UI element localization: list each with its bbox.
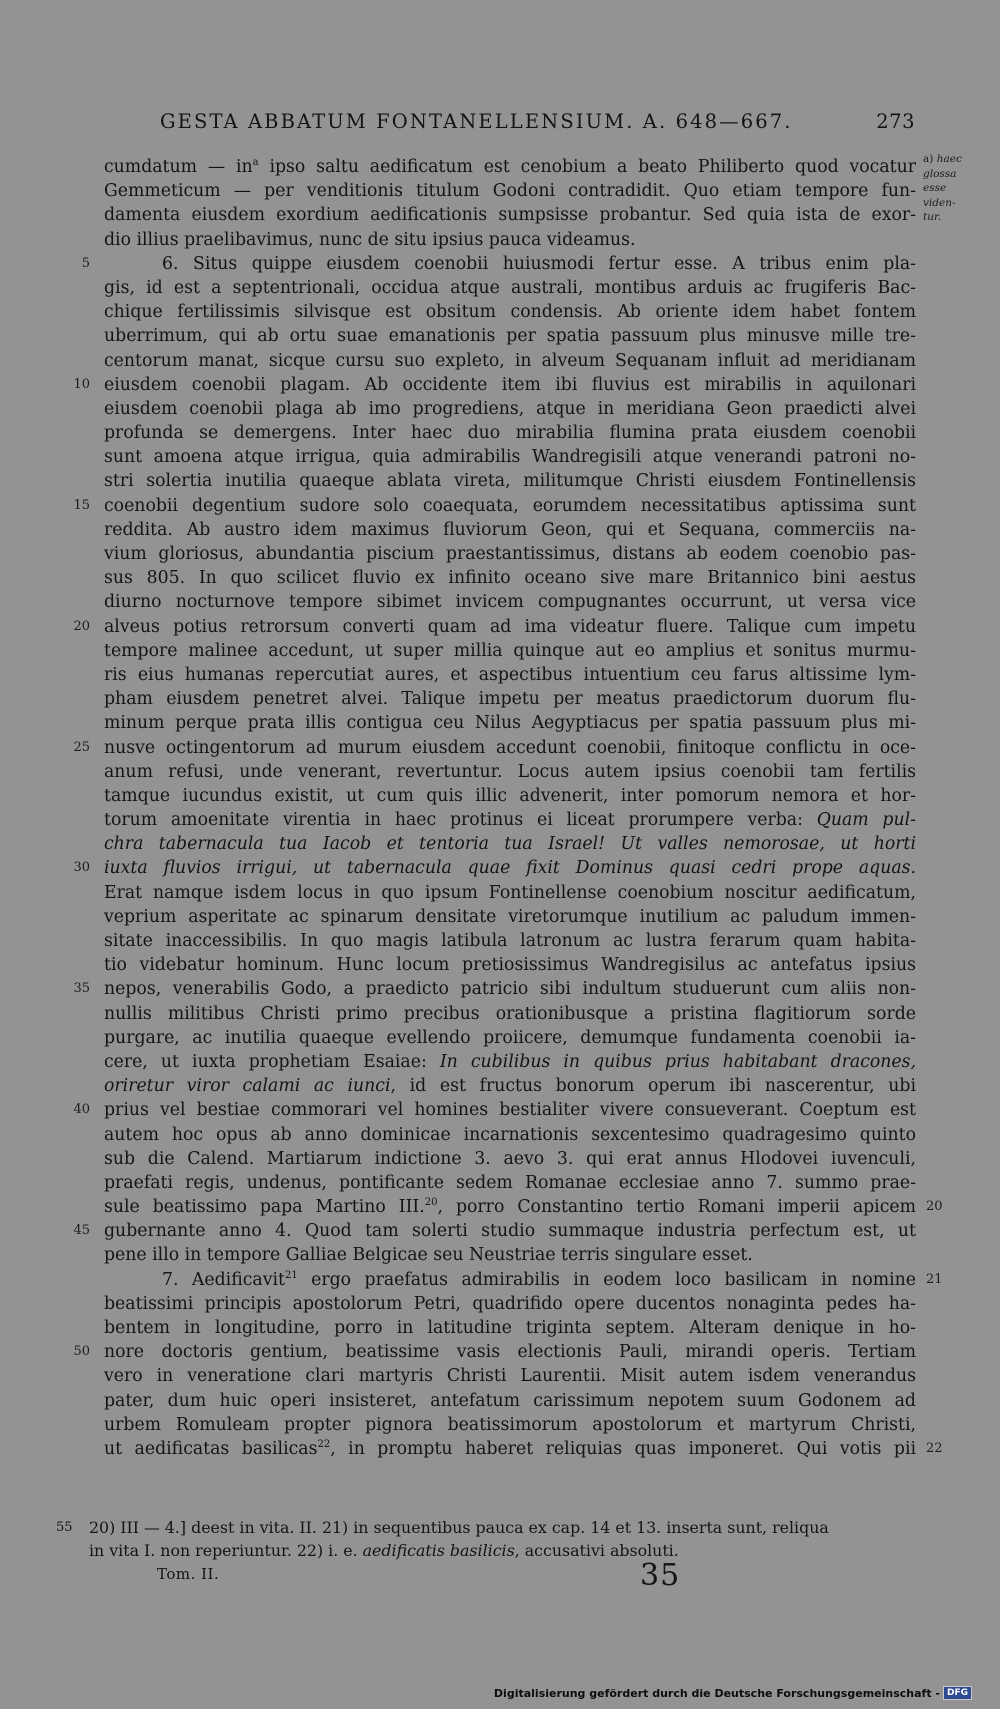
text-line [104, 203, 916, 227]
text-line [73, 1219, 916, 1243]
text-segment: ergo praefatus admirabilis in eodem loco basilicam in nomine [297, 1269, 916, 1290]
text-line [73, 736, 916, 760]
text-segment: , id est fructus bonorum operum ibi nascerentur, ubi [390, 1076, 916, 1097]
text-segment: chra tabernacula tua Iacob et tentoria tua Israel! Ut valles nemorosae, ut horti [104, 834, 916, 855]
text-segment: reddita. Ab austro idem maximus fluviorum Geon, qui et Sequana, commerciis na- [104, 519, 916, 540]
line-number: 40 [73, 1102, 90, 1118]
text-line [104, 760, 916, 784]
text-line [104, 1050, 916, 1074]
text-line [104, 421, 916, 445]
text-line [104, 832, 916, 856]
text-segment: In cubilibus in quibus prius habitabant dracones, [439, 1051, 916, 1072]
line-number: 30 [73, 860, 90, 876]
text-line [104, 445, 916, 469]
text-segment: , in promptu haberet reliquias quas imponeret. Qui votis pii [330, 1438, 916, 1459]
text-segment: ipso saltu aedificatum est cenobium a beato Philiberto quod vocatur [258, 157, 916, 177]
footnote-margin-marker: 20 [926, 1199, 943, 1215]
line-number: 5 [81, 255, 90, 271]
text-segment: minum perque prata illis contigua ceu Nilus Aegyptiacus per spatia passuum plus mi- [104, 713, 916, 734]
text-segment: coenobii degentium sudore solo coaequata, eorumdem necessitatibus aptissima sunt [104, 495, 916, 516]
text-segment: uberrimum, qui ab ortu suae emanationis per spatia passuum plus minusve mille tre- [104, 326, 916, 347]
text-segment: nullis militibus Christi primo precibus orationibusque a pristina flagitiorum sorde [104, 1003, 916, 1024]
text-line [104, 1147, 916, 1171]
text-line [104, 397, 916, 421]
text-segment: tamque iucundus existit, ut cum quis illic advenerit, inter pomorum nemora et hor- [104, 785, 916, 806]
text-line [104, 929, 916, 953]
text-line [104, 1195, 943, 1219]
text-line [104, 1123, 916, 1147]
footnote-text: 20) III — 4.] deest in vita. II. 21) in sequentibus pauca ex cap. 14 et 13. inserta sunt, reliqua [89, 1518, 829, 1537]
text-line [104, 1437, 943, 1461]
text-line [104, 1413, 916, 1437]
text-segment: urbem Romuleam propter pignora beatissimorum apostolorum et martyrum Christi, [104, 1414, 916, 1435]
text-segment: alveus potius retrorsum converti quam ad ima videatur fluere. Talique cum impetu [104, 616, 916, 637]
text-line [104, 905, 916, 929]
text-line [104, 711, 916, 735]
text-segment: sub die Calend. Martiarum indictione 3. aevo 3. qui erat annus Hlodovei iuvenculi, [104, 1148, 916, 1169]
text-segment: veprium asperitate ac spinarum densitate viretorumque inutilium ac paludum immen- [104, 906, 916, 927]
text-segment: pene illo in tempore Galliae Belgicae seu Neustriae terris singulare esset. [104, 1245, 753, 1266]
running-title: GESTA ABBATUM FONTANELLENSIUM. A. 648—667. [160, 110, 793, 133]
dfg-logo: DFG [943, 1686, 972, 1700]
text-line [104, 687, 916, 711]
text-line [104, 881, 916, 905]
text-segment: tempore malinee accedunt, ut super millia quinque aut eo amplius et sonitus murmu- [104, 640, 916, 661]
text-line [104, 469, 916, 493]
text-segment: dio illius praelibavimus, nunc de situ ipsius pauca videamus. [104, 229, 636, 250]
text-segment: tio videbatur hominum. Hunc locum pretiosissimus Wandregisilus ac antefatus ipsius [104, 955, 916, 976]
text-segment: 6. Situs quippe eiusdem coenobii huiusmodi fertur esse. A tribus enim pla- [162, 253, 916, 274]
text-segment: autem hoc opus ab anno dominicae incarnationis sexcentesimo quadragesimo quinto [104, 1124, 916, 1145]
footnote-line [56, 1539, 916, 1562]
text-line [104, 1268, 943, 1292]
text-segment: gis, id est a septentrionali, occidua atque australi, montibus arduis ac frugiferis Bac- [104, 277, 916, 298]
text-segment: beatissimi principis apostolorum Petri, quadrifido opere ducentos nonaginta pedes ha- [104, 1293, 916, 1314]
text-line [73, 615, 916, 639]
text-segment: sus 805. In quo scilicet fluvio ex infinito oceano sive mare Britannico bini aestus [104, 568, 916, 589]
text-line [104, 518, 916, 542]
text-segment: sunt amoena atque irrigua, quia admirabilis Wandregisili atque venerandi patroni no- [104, 447, 916, 468]
text-segment: praefati regis, undenus, pontificante sedem Romanae ecclesiae anno 7. summo prae- [104, 1172, 916, 1193]
footnote-margin-marker: 22 [926, 1440, 943, 1456]
text-line [104, 1389, 916, 1413]
text-segment: centorum manat, sicque cursu suo expleto, in alveum Sequanam influit ad meridianam [104, 350, 916, 371]
text-segment: bentem in longitudine, porro in latitudine triginta septem. Alteram denique in ho- [104, 1318, 916, 1338]
margin-gloss-line: a) haec [923, 153, 962, 165]
footnote-reference: 21 [284, 1269, 298, 1281]
text-segment: profunda se demergens. Inter haec duo mirabilia flumina prata eiusdem coenobii [104, 423, 916, 444]
margin-gloss-note [923, 152, 983, 225]
line-number: 25 [73, 739, 90, 755]
text-segment: prius vel bestiae commorari vel homines bestialiter vivere consueverant. Coeptum est [104, 1100, 916, 1121]
text-line [104, 228, 916, 252]
text-line [104, 953, 916, 977]
page-number: 273 [876, 110, 915, 133]
text-line [104, 1026, 916, 1050]
text-segment: chique fertilissimis silvisque est obsitum condensis. Ab oriente idem habet fontem [104, 302, 916, 323]
text-line [104, 179, 916, 203]
text-segment: iuxta fluvios irrigui, ut tabernacula quae fixit Dominus quasi cedri prope aquas. [104, 858, 916, 879]
footnote-margin-marker: 21 [926, 1271, 943, 1287]
line-number: 15 [73, 497, 90, 513]
footnote-text: in vita I. non reperiuntur. 22) i. e. aedificatis basilicis, accusativi absoluti. [89, 1541, 679, 1560]
line-number: 45 [73, 1223, 90, 1239]
digitization-credit [494, 1686, 972, 1700]
text-line [104, 566, 916, 590]
text-segment: eiusdem coenobii plaga ab imo progrediens, atque in meridiana Geon praedicti alvei [104, 398, 916, 419]
credit-text: Digitalisierung gefördert durch die Deutsche Forschungsgemeinschaft - [493, 1686, 940, 1700]
text-line [104, 784, 916, 808]
text-segment: nore doctoris gentium, beatissime vasis electionis Pauli, mirandi operis. Tertiam [104, 1342, 916, 1363]
text-line [104, 639, 916, 663]
sheet-signature: 35 [640, 1558, 681, 1593]
running-header [160, 110, 915, 133]
text-segment: eiusdem coenobii plagam. Ab occidente item ibi fluvius est mirabilis in aquilonari [104, 374, 916, 395]
text-segment: nusve octingentorum ad murum eiusdem accedunt coenobii, finitoque conflictu in oce- [104, 737, 916, 758]
text-line [104, 1074, 916, 1098]
text-line [104, 1292, 916, 1316]
margin-gloss-line: glossa [923, 167, 957, 180]
footnote-line-number: 55 [56, 1520, 73, 1535]
footnote-line [56, 1516, 916, 1539]
text-line [104, 590, 916, 614]
text-line [104, 1243, 916, 1267]
text-line [81, 252, 916, 276]
text-segment: anum refusi, unde venerant, revertuntur. Locus autem ipsius coenobii tam fertilis [104, 761, 916, 782]
text-segment: ut aedificatas basilicas [104, 1438, 318, 1459]
text-line [104, 663, 916, 687]
text-segment: torum amoenitate virentia in haec protinus ei liceat prorumpere verba: [104, 810, 817, 831]
text-line [104, 1316, 916, 1340]
text-segment: nepos, venerabilis Godo, a praedicto patricio sibi indultum studuerunt cum aliis non- [104, 979, 916, 1000]
text-segment: vium gloriosus, abundantia piscium praestantissimus, distans ab eodem coenobio pas- [104, 544, 916, 564]
text-line [73, 494, 916, 518]
text-segment: sule beatissimo papa Martino III. [104, 1197, 425, 1218]
text-segment: damenta eiusdem exordium aedificationis sumpsisse probantur. Sed quia ista de exor- [104, 205, 916, 226]
line-number: 50 [73, 1344, 90, 1360]
text-line [104, 1002, 916, 1026]
footnote-reference: a [252, 157, 259, 168]
text-segment: stri solertia inutilia quaeque ablata vireta, militumque Christi eiusdem Fontinellensis [104, 471, 916, 492]
line-number: 35 [73, 981, 90, 997]
text-segment: gubernante anno 4. Quod tam solerti studio summaque industria perfectum est, ut [104, 1221, 916, 1242]
text-line [104, 276, 916, 300]
line-number: 10 [73, 376, 90, 392]
text-line [104, 1364, 916, 1388]
text-line [73, 1098, 916, 1122]
text-line [104, 324, 916, 348]
text-segment: Erat namque isdem locus in quo ipsum Fontinellense coenobium noscitur aedificatum, [104, 882, 916, 903]
text-segment: cumdatum — in [104, 157, 253, 177]
text-line [104, 155, 916, 179]
text-segment: Gemmeticum — per venditionis titulum Godoni contradidit. Quo etiam tempore fun- [104, 181, 916, 202]
text-segment: sitate inaccessibilis. In quo magis latibula latronum ac lustra ferarum quam habita- [104, 931, 916, 951]
text-segment: Quam pul- [816, 810, 916, 831]
margin-gloss-line: viden- [923, 196, 956, 209]
margin-gloss-line: tur. [923, 211, 942, 223]
text-line [73, 977, 916, 1001]
text-segment: 7. Aedificavit [162, 1269, 285, 1290]
text-segment: , porro Constantino tertio Romani imperii apicem [437, 1197, 916, 1218]
volume-signature: Tom. II. [157, 1565, 220, 1583]
footnotes [56, 1516, 916, 1562]
text-line [73, 856, 916, 880]
text-line [73, 1340, 916, 1364]
line-number: 20 [73, 618, 90, 634]
footnote-reference: 22 [317, 1438, 331, 1450]
text-line [104, 808, 916, 832]
text-line [104, 300, 916, 324]
text-segment: ris eius humanas repercutiat aures, et aspectibus intuentium ceu farus altissime lym- [104, 664, 916, 685]
text-segment: pater, dum huic operi insisteret, antefatum carissimum nepotem suum Godonem ad [104, 1390, 916, 1411]
text-segment: purgare, ac inutilia quaeque evellendo proiicere, demumque fundamenta coenobii ia- [104, 1027, 916, 1048]
text-segment: oriretur viror calami ac iunci [104, 1076, 391, 1097]
footnote-reference: 20 [424, 1197, 438, 1209]
text-segment: diurno nocturnove tempore sibimet invicem compugnantes occurrunt, ut versa vice [104, 592, 916, 613]
text-line [73, 373, 916, 397]
text-segment: vero in veneratione clari martyris Christi Laurentii. Misit autem isdem venerandus [104, 1366, 916, 1387]
margin-gloss-line: esse [923, 182, 947, 194]
text-line [104, 542, 916, 566]
text-line [104, 349, 916, 373]
text-segment: pham eiusdem penetret alvei. Talique impetu per meatus praedictorum duorum flu- [104, 689, 916, 710]
text-line [104, 1171, 916, 1195]
text-segment: cere, ut iuxta prophetiam Esaiae: [104, 1051, 440, 1072]
